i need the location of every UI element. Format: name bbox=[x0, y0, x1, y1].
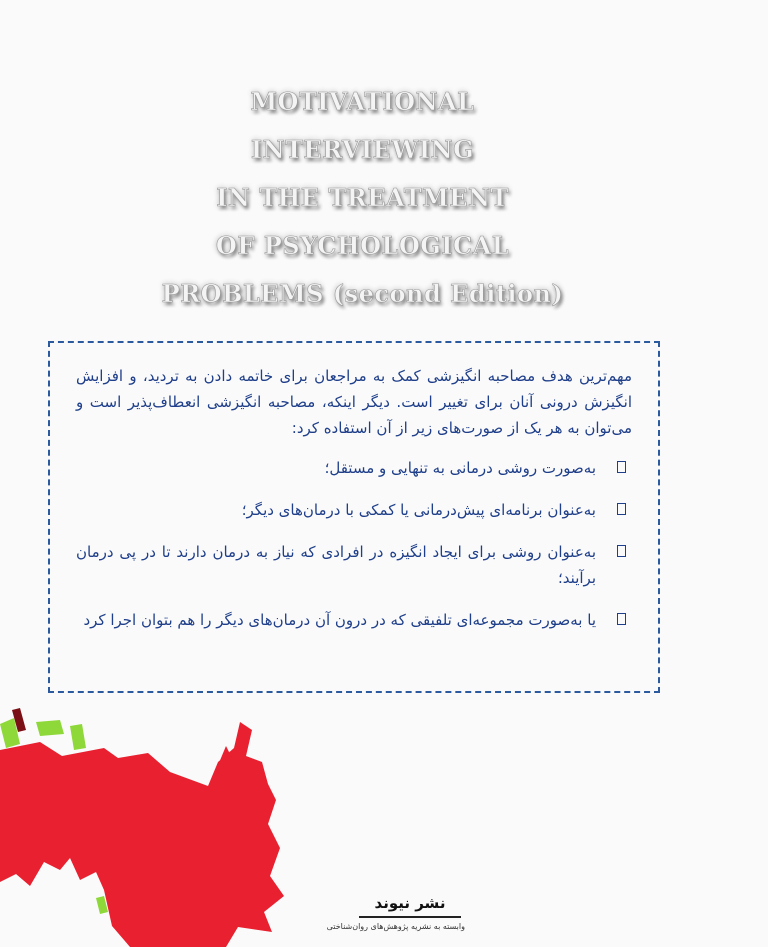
usage-list bbox=[76, 455, 632, 633]
title-line: OF PSYCHOLOGICAL bbox=[215, 231, 510, 260]
publisher-logo bbox=[326, 892, 465, 933]
list-item-text: به‌صورت روشی درمانی به تنهایی و مستقل؛ bbox=[324, 459, 596, 477]
title-line: IN THE TREATMENT bbox=[216, 183, 509, 212]
green-stroke bbox=[70, 724, 86, 750]
checkbox-icon bbox=[617, 545, 626, 557]
checkbox-icon bbox=[617, 503, 626, 515]
publisher-subtitle: وابسته به نشریه پژوهش‌های روان‌شناختی bbox=[326, 922, 465, 931]
list-item bbox=[76, 539, 632, 591]
list-item-text: به‌عنوان برنامه‌ای پیش‌درمانی یا کمکی با درمان‌های دیگر؛ bbox=[241, 501, 596, 519]
blurb-intro: مهم‌ترین هدف مصاحبه انگیزشی کمک به مراجعان برای خاتمه دادن به تردید، و افزایش انگیزش درونی آنان برای تغییر است. دیگر اینکه، مصاحبه انگیزشی انعطاف‌پذیر است و می‌توان به هر یک از صورت‌های زیر از آن استفاده کرد: bbox=[76, 367, 632, 437]
blurb-box bbox=[48, 341, 660, 693]
title-line: PROBLEMS (second Edition) bbox=[161, 279, 564, 308]
checkbox-icon bbox=[617, 613, 626, 625]
list-item bbox=[76, 497, 632, 523]
list-item-text: به‌عنوان روشی برای ایجاد انگیزه در افرادی که نیاز به درمان دارند تا در پی درمان برآیند؛ bbox=[76, 543, 596, 587]
list-item bbox=[76, 455, 632, 481]
publisher-name: نشر نیوند bbox=[374, 894, 446, 912]
title-line: MOTIVATIONAL bbox=[250, 87, 475, 116]
red-splash bbox=[0, 722, 284, 947]
book-title bbox=[120, 78, 605, 318]
publisher-divider bbox=[359, 916, 461, 918]
list-item-text: یا به‌صورت مجموعه‌ای تلفیقی که در درون آن درمان‌های دیگر را هم بتوان اجرا کرد bbox=[83, 611, 596, 629]
checkbox-icon bbox=[617, 461, 626, 473]
title-line: INTERVIEWING bbox=[250, 135, 475, 164]
list-item bbox=[76, 607, 632, 633]
decorative-art bbox=[0, 700, 330, 947]
green-stroke bbox=[36, 720, 64, 736]
